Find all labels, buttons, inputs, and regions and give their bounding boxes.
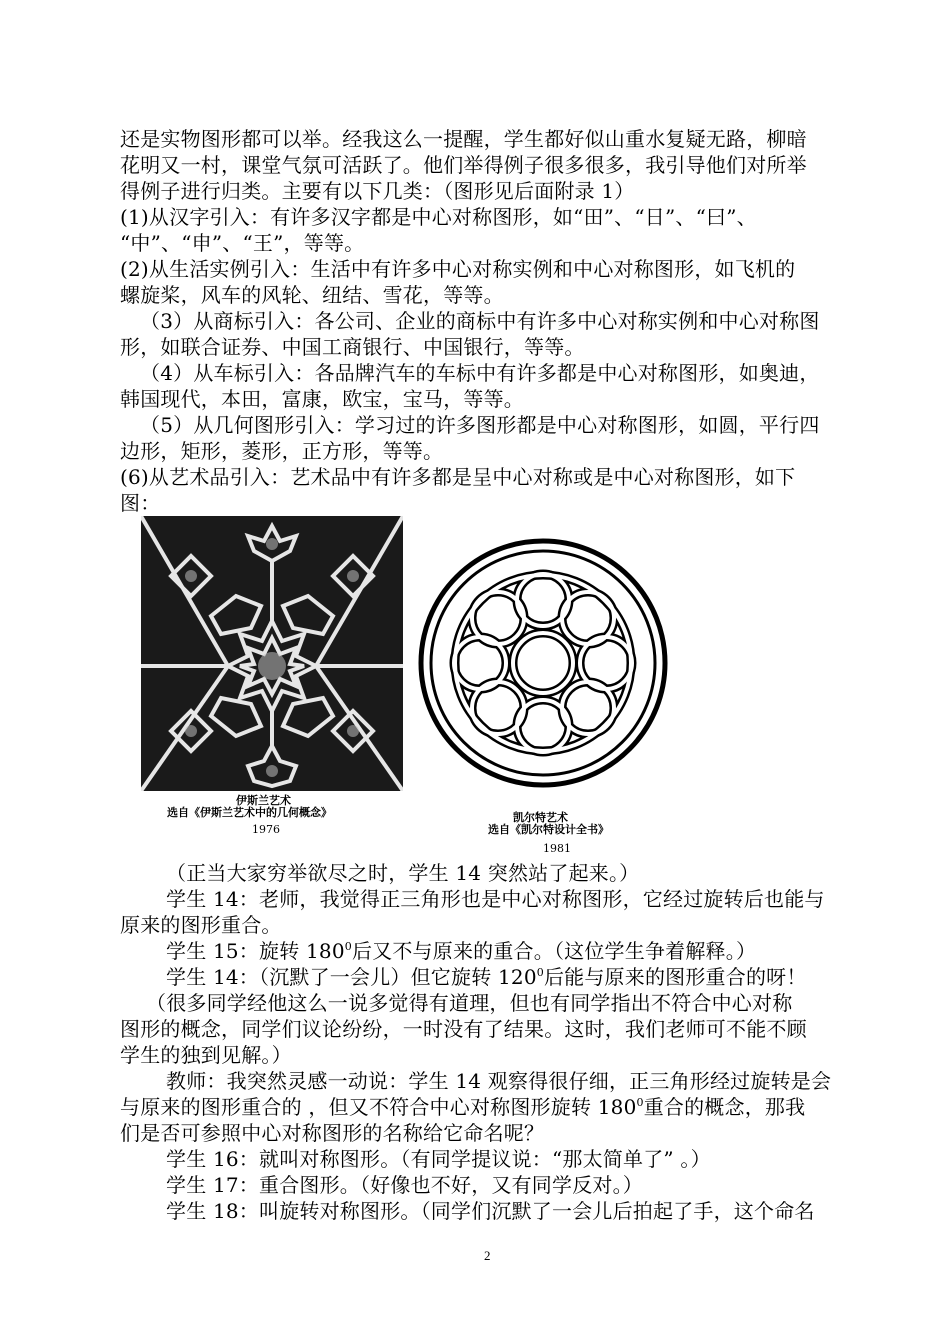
- page-number: 2: [484, 1248, 491, 1263]
- paragraph-line: [120, 1094, 865, 1120]
- dialogue-line: 学生 17：重合图形。（好像也不好，又有同学反对。）: [166, 1173, 644, 1197]
- paragraph-line: 得例子进行归类。主要有以下几类：（图形见后面附录 1）: [120, 179, 635, 203]
- paragraph-line: 韩国现代，本田，富康，欧宝，宝马，等等。: [120, 387, 524, 411]
- dialogue-line: [166, 938, 911, 964]
- list-item-car-logos: （4）从车标引入：各品牌汽车的车标中有许多都是中心对称图形，如奥迪，: [140, 361, 820, 385]
- islamic-art-caption-title: 伊斯兰艺术: [236, 794, 291, 807]
- paragraph-line: 们是否可参照中心对称图形的名称给它命名呢？: [120, 1121, 545, 1145]
- paragraph-line: 形，如联合证券、中国工商银行、中国银行，等等。: [120, 335, 585, 359]
- dialogue-text: 后能与原来的图形重合的呀！: [543, 965, 807, 989]
- paragraph-line: 螺旋桨，风车的风轮、纽结、雪花，等等。: [120, 283, 504, 307]
- islamic-art-figure: [141, 516, 403, 791]
- paragraph-line: （正当大家穷举欲尽之时，学生 14 突然站了起来。）: [166, 861, 640, 885]
- islamic-art-caption-source: 选自《伊斯兰艺术中的几何概念》: [167, 806, 332, 819]
- list-item-hanzi: (1)从汉字引入：有许多汉字都是中心对称图形，如“田”、“日”、“曰”、: [120, 205, 757, 229]
- degree-superscript: 0: [344, 940, 352, 953]
- paragraph-line: 图形的概念，同学们议论纷纷，一时没有了结果。这时，我们老师可不能不顾: [120, 1017, 807, 1041]
- celtic-art-caption-source: 选自《凯尔特设计全书》: [488, 823, 609, 836]
- list-item-artwork: (6)从艺术品引入：艺术品中有许多都是呈中心对称或是中心对称图形，如下: [120, 465, 796, 489]
- islamic-art-caption-year: 1976: [252, 823, 280, 836]
- dialogue-line: 学生 18：叫旋转对称图形。（同学们沉默了一会儿后拍起了手，这个命名: [166, 1199, 815, 1223]
- paragraph-line: 图：: [120, 491, 161, 515]
- dialogue-line: 学生 16：就叫对称图形。（有同学提议说：“那太简单了” 。）: [166, 1147, 711, 1171]
- celtic-knot-figure: [418, 538, 668, 788]
- paragraph-text: 重合的概念，那我: [643, 1095, 806, 1119]
- paragraph-text: 与原来的图形重合的 ，但又不符合中心对称图形旋转 180: [120, 1095, 637, 1119]
- paragraph-line: 花明又一村，课堂气氛可活跃了。他们举得例子很多很多，我引导他们对所举: [120, 153, 807, 177]
- dialogue-text: 学生 14：（沉默了一会儿）但它旋转 120: [166, 965, 537, 989]
- dialogue-text: 后又不与原来的重合。（这位学生争着解释。）: [351, 939, 757, 963]
- paragraph-line: 还是实物图形都可以举。经我这么一提醒，学生都好似山重水复疑无路，柳暗: [120, 127, 807, 151]
- list-item-geometry: （5）从几何图形引入：学习过的许多图形都是中心对称图形，如圆，平行四: [140, 413, 820, 437]
- list-item-trademarks: （3）从商标引入：各公司、企业的商标中有许多中心对称实例和中心对称图: [140, 309, 820, 333]
- paragraph-line: 学生的独到见解。）: [120, 1043, 292, 1067]
- paragraph-line: （很多同学经他这么一说多觉得有道理，但也有同学指出不符合中心对称: [146, 991, 793, 1015]
- dialogue-line: [166, 964, 911, 990]
- list-item-life-examples: (2)从生活实例引入：生活中有许多中心对称实例和中心对称图形，如飞机的: [120, 257, 796, 281]
- paragraph-line: 边形，矩形，菱形，正方形，等等。: [120, 439, 444, 463]
- paragraph-line: 原来的图形重合。: [120, 913, 282, 937]
- dialogue-line: 学生 14：老师，我觉得正三角形也是中心对称图形，它经过旋转后也能与: [166, 887, 825, 911]
- dialogue-text: 学生 15：旋转 180: [166, 939, 345, 963]
- dialogue-line: 教师：我突然灵感一动说：学生 14 观察得很仔细，正三角形经过旋转是会: [166, 1069, 832, 1093]
- celtic-art-caption-title: 凯尔特艺术: [513, 811, 568, 824]
- degree-superscript: 0: [636, 1096, 644, 1109]
- paragraph-line: “中”、“申”、“王”，等等。: [120, 231, 365, 255]
- celtic-art-caption-year: 1981: [543, 842, 571, 855]
- degree-superscript: 0: [536, 966, 544, 979]
